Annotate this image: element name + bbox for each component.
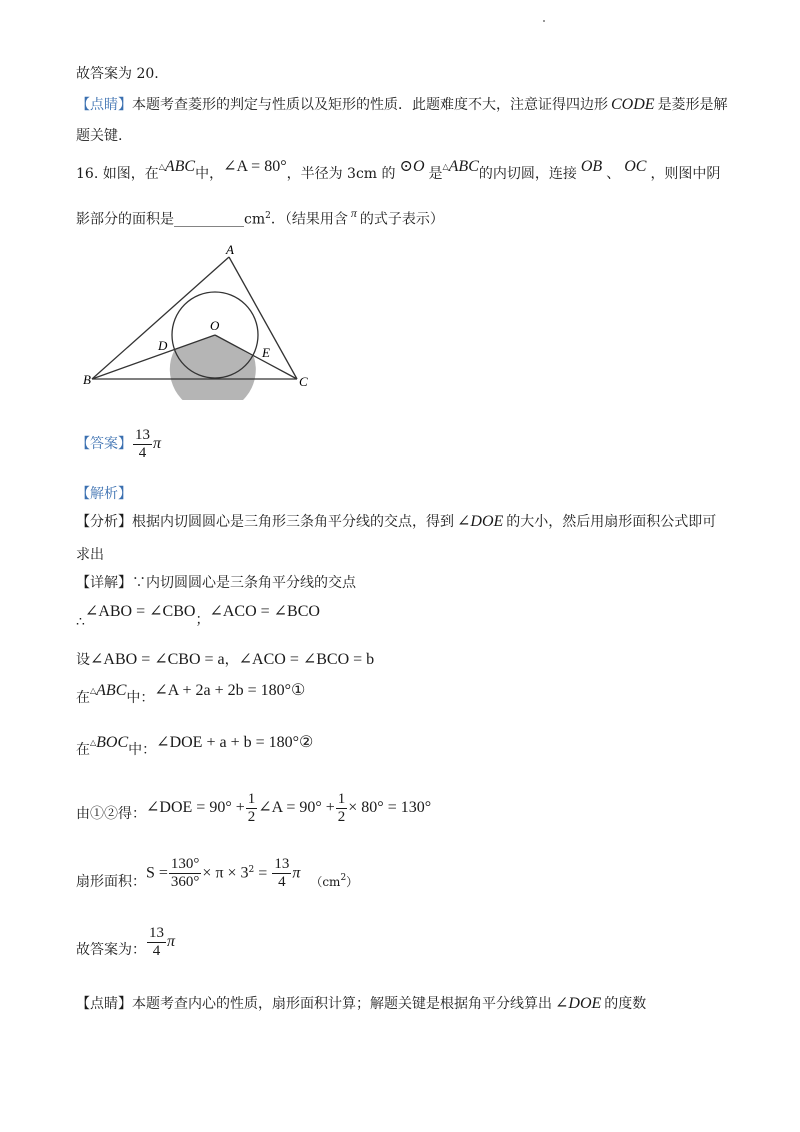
eq-boc-sum: ∠DOE + a + b = 180°② — [156, 734, 314, 751]
detail-set-line — [76, 650, 374, 670]
area-res-den: 4 — [278, 874, 286, 891]
geometry-figure — [80, 240, 320, 400]
triangle-symbol: △ — [158, 162, 165, 171]
dianjing-line — [76, 994, 646, 1014]
segment-oc: OC — [624, 158, 647, 175]
half-den-1: 2 — [247, 808, 256, 825]
detail-tag: 【详解】 — [76, 575, 132, 591]
fenxi-tag: 【分析】 — [76, 514, 132, 530]
dianjing-tag: 【点睛】 — [76, 996, 132, 1012]
label-o: O — [210, 318, 220, 333]
area-den: 360° — [170, 874, 200, 891]
angle-a-given: ∠A = 80° — [223, 158, 287, 175]
eq-abc-sum: ∠A + 2a + 2b = 180°① — [154, 682, 306, 699]
detail-line-1 — [76, 573, 356, 593]
segment-ob: OB — [580, 158, 603, 175]
prev-comment-tag: 【点睛】 — [76, 97, 132, 113]
prev-comment-line-1 — [76, 95, 728, 115]
fenxi-text-2: 的大小，然后用扇形面积公式即可 — [506, 514, 717, 530]
detail-area-line — [76, 850, 358, 894]
question-line2-text-3: 的式子表示） — [359, 211, 444, 228]
derive-part-2: ∠A = 90° + — [258, 799, 335, 816]
set-comma: ， — [224, 652, 239, 668]
dianjing-text: 本题考查内心的性质，扇形面积计算；解题关键是根据角平分线算出 — [132, 996, 552, 1012]
question-text-5: 的内切圆，连接 — [478, 166, 577, 182]
fenxi-line-2: 求出 — [76, 547, 104, 563]
prev-comment-text: 本题考查菱形的判定与性质以及矩形的性质．此题难度不大，注意证得四边形 — [132, 97, 608, 113]
half-den-2: 2 — [337, 808, 346, 825]
eq-aco-bco: ∠ACO = ∠BCO — [209, 603, 320, 620]
answer-pi: π — [153, 435, 162, 452]
question-text-6: ，则图中阴 — [650, 166, 721, 182]
area-res-num: 13 — [274, 856, 290, 873]
label-d: D — [158, 338, 168, 353]
half-num-2: 1 — [337, 790, 346, 807]
prev-comment-line-2: 题关键. — [76, 128, 123, 144]
question-text-4: 是 — [428, 166, 443, 182]
derive-part-3: × 80° = 130° — [348, 799, 432, 816]
detail-therefore-line — [76, 598, 320, 630]
dianjing-text-2: 的度数 — [604, 996, 647, 1012]
final-num: 13 — [149, 924, 164, 941]
label-a: A — [226, 242, 234, 257]
area-unit-sup: 2 — [340, 873, 347, 883]
in-abc-mid: 中： — [126, 690, 155, 706]
final-pi: π — [167, 933, 176, 950]
question-line2-text-2: ．（结果用含 — [270, 211, 348, 228]
question-line-1 — [76, 158, 721, 186]
area-unit-close: ） — [346, 874, 359, 889]
area-angle-fraction — [169, 856, 202, 891]
answer-line — [76, 426, 161, 462]
detail-final-line — [76, 922, 175, 962]
area-equals: = — [258, 864, 268, 882]
question-sep: 、 — [606, 166, 621, 182]
area-part-2: × π × 3 — [202, 864, 249, 882]
in-boc-mid: 中： — [128, 742, 157, 758]
label-b: B — [83, 372, 91, 387]
triangle-symbol-4: △ — [90, 738, 97, 747]
triangle-abc-2: ABC — [448, 158, 479, 175]
half-fraction-1 — [246, 791, 258, 826]
prev-comment-text-2: 是菱形是解 — [657, 97, 728, 113]
question-text-3: ，半径为 3cm 的 — [286, 166, 396, 182]
unit-cm: cm — [244, 211, 266, 228]
area-pi: π — [292, 864, 301, 882]
question-text-2: 中， — [195, 166, 224, 182]
final-fraction — [147, 925, 166, 960]
fenxi-line-1 — [76, 512, 716, 532]
set-eq-a: ∠ABO = ∠CBO = a — [90, 651, 225, 668]
final-prefix: 故答案为： — [76, 942, 146, 958]
derive-prefix: 由①②得： — [76, 806, 146, 822]
analysis-tag: 【解析】 — [76, 486, 132, 502]
answer-fraction — [133, 427, 152, 462]
final-den: 4 — [152, 942, 161, 959]
set-eq-b: ∠ACO = ∠BCO = b — [238, 651, 375, 668]
area-square: 2 — [248, 865, 255, 875]
in-abc-tri: ABC — [96, 682, 127, 699]
dianjing-angle: ∠DOE — [555, 995, 602, 1012]
derive-part-1: ∠DOE = 90° + — [146, 799, 245, 816]
label-e: E — [262, 345, 270, 360]
unit-sup: 2 — [265, 211, 271, 221]
eq-abo-cbo: ∠ABO = ∠CBO — [84, 603, 196, 620]
answer-blank: __________ — [174, 211, 244, 228]
half-fraction-2 — [336, 791, 348, 826]
detail-abc-line — [76, 682, 306, 710]
area-result-fraction — [272, 856, 291, 891]
area-num: 130° — [170, 856, 200, 873]
area-prefix: 扇形面积： — [76, 873, 146, 890]
triangle-abc: ABC — [164, 158, 196, 175]
triangle-symbol-2: △ — [442, 162, 449, 171]
in-abc-prefix: 在 — [76, 690, 90, 706]
detail-derive-line — [76, 788, 431, 828]
therefore-symbol: ∴ — [76, 614, 85, 630]
set-prefix: 设 — [76, 652, 90, 668]
area-unit: （cm — [310, 874, 341, 889]
area-s: S = — [146, 864, 168, 882]
answer-denominator: 4 — [138, 444, 147, 461]
pi-symbol: π — [350, 205, 357, 220]
detail-boc-line — [76, 734, 314, 762]
question-line-2 — [76, 206, 444, 230]
fenxi-angle: ∠DOE — [457, 513, 504, 530]
fenxi-text: 根据内切圆圆心是三角形三条角平分线的交点，得到 — [132, 514, 454, 530]
in-boc-tri: BOC — [96, 734, 129, 751]
answer-tag: 【答案】 — [76, 436, 132, 452]
semicolon: ； — [195, 612, 210, 628]
question-text: 如图，在 — [102, 166, 159, 182]
half-num-1: 1 — [247, 790, 256, 807]
circle-o: ⊙O — [399, 158, 425, 175]
prev-comment-math: CODE — [611, 96, 655, 113]
triangle-symbol-3: △ — [90, 686, 97, 695]
detail-because: ∵内切圆圆心是三条角平分线的交点 — [132, 575, 356, 591]
question-number: 16. — [76, 166, 99, 182]
scan-dot — [543, 20, 545, 22]
in-boc-prefix: 在 — [76, 742, 90, 758]
answer-numerator: 13 — [135, 426, 150, 443]
label-c: C — [299, 374, 308, 389]
question-line2-text: 影部分的面积是 — [76, 211, 174, 228]
top-answer: 故答案为 20. — [76, 66, 159, 82]
